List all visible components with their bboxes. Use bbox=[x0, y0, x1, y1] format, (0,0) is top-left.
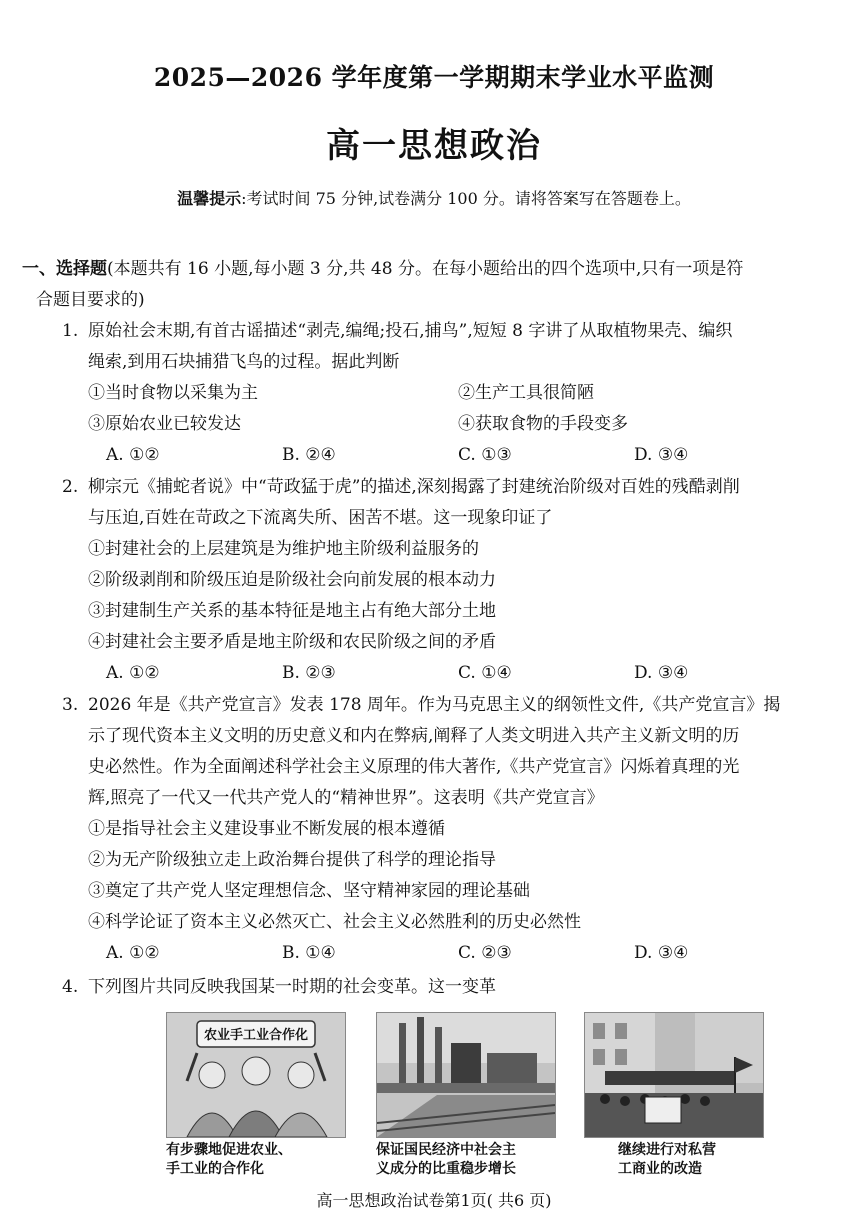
option-c: C. ②③ bbox=[458, 943, 512, 963]
caption-line: 义成分的比重稳步增长 bbox=[376, 1161, 516, 1177]
statement: ①封建社会的上层建筑是为维护地主阶级利益服务的 bbox=[88, 539, 479, 559]
figure-caption bbox=[166, 1141, 346, 1179]
option-b: B. ①④ bbox=[282, 943, 336, 963]
question-number: 3. bbox=[62, 695, 79, 715]
section-heading bbox=[22, 254, 850, 316]
figure-industry bbox=[376, 1012, 556, 1179]
question-stem-line: 史必然性。作为全面阐述科学社会主义原理的伟大著作,《共产党宣言》闪烁着真理的光 bbox=[88, 757, 740, 777]
statement-list bbox=[62, 378, 852, 440]
figure-caption bbox=[584, 1141, 764, 1179]
statement: ③原始农业已较发达 bbox=[88, 414, 241, 434]
option-c: C. ①④ bbox=[458, 663, 512, 683]
exam-title: 2025—2026 学年度第一学期期末学业水平监测 bbox=[153, 63, 715, 92]
cooperation-poster-image bbox=[166, 1012, 346, 1138]
figure-commerce bbox=[584, 1012, 764, 1179]
option-b: B. ②③ bbox=[282, 663, 336, 683]
question-stem-line: 示了现代资本主义文明的历史意义和内在弊病,阐释了人类文明进入共产主义新文明的历 bbox=[88, 726, 740, 746]
question-stem-line: 与压迫,百姓在苛政之下流离失所、困苦不堪。这一现象印证了 bbox=[88, 508, 553, 528]
answer-options bbox=[62, 440, 852, 471]
statement: ②生产工具很简陋 bbox=[458, 383, 594, 403]
section-instruction-2: 合题目要求的) bbox=[36, 290, 145, 310]
option-c: C. ①③ bbox=[458, 445, 512, 465]
steel-plant-photo bbox=[376, 1012, 556, 1138]
statement: ③封建制生产关系的基本特征是地主占有绝大部分土地 bbox=[88, 601, 496, 621]
page-footer: 高一思想政治试卷第1页( 共6 页) bbox=[316, 1191, 552, 1210]
option-a: A. ①② bbox=[106, 663, 160, 683]
statement: ④获取食物的手段变多 bbox=[458, 414, 628, 434]
poster-banner-text: 农业手工业合作化 bbox=[203, 1028, 309, 1043]
section-instruction-1: (本题共有 16 小题,每小题 3 分,共 48 分。在每小题给出的四个选项中,只有一项是符 bbox=[107, 259, 744, 279]
answer-options bbox=[62, 938, 852, 969]
statement: ④封建社会主要矛盾是地主阶级和农民阶级之间的矛盾 bbox=[88, 632, 496, 652]
subject-title: 高一思想政治 bbox=[326, 126, 542, 166]
statement: ③奠定了共产党人坚定理想信念、坚守精神家园的理论基础 bbox=[88, 881, 530, 901]
caption-line: 有步骤地促进农业、 bbox=[166, 1142, 292, 1158]
figure-cooperation bbox=[166, 1012, 346, 1179]
statement: ④科学论证了资本主义必然灭亡、社会主义必然胜利的历史必然性 bbox=[88, 912, 581, 932]
question-3 bbox=[62, 690, 852, 969]
question-stem-line: 2026 年是《共产党宣言》发表 178 周年。作为马克思主义的纲领性文件,《共产党宣言》揭 bbox=[88, 695, 781, 715]
figure-row bbox=[166, 1012, 766, 1182]
caption-line: 手工业的合作化 bbox=[166, 1161, 264, 1177]
caption-line: 继续进行对私营 bbox=[618, 1142, 716, 1158]
figure-caption bbox=[376, 1141, 556, 1179]
street-parade-photo bbox=[584, 1012, 764, 1138]
option-a: A. ①② bbox=[106, 445, 160, 465]
question-1 bbox=[62, 316, 852, 471]
question-stem-line: 柳宗元《捕蛇者说》中“苛政猛于虎”的描述,深刻揭露了封建统治阶级对百姓的残酷剥削 bbox=[88, 477, 740, 497]
question-4 bbox=[62, 972, 852, 1003]
caption-line: 保证国民经济中社会主 bbox=[376, 1142, 516, 1158]
question-stem-line: 原始社会末期,有首古谣描述“剥壳,编绳;投石,捕鸟”,短短 8 字讲了从取植物果壳、编织 bbox=[88, 321, 733, 341]
statement: ②为无产阶级独立走上政治舞台提供了科学的理论指导 bbox=[88, 850, 496, 870]
question-number: 1. bbox=[62, 321, 79, 341]
question-2 bbox=[62, 472, 852, 689]
option-d: D. ③④ bbox=[634, 445, 689, 465]
option-d: D. ③④ bbox=[634, 943, 689, 963]
section-lead: 一、选择题 bbox=[22, 259, 107, 279]
exam-notice bbox=[0, 186, 868, 209]
question-stem-line: 下列图片共同反映我国某一时期的社会变革。这一变革 bbox=[88, 977, 496, 997]
option-b: B. ②④ bbox=[282, 445, 336, 465]
statement: ①是指导社会主义建设事业不断发展的根本遵循 bbox=[88, 819, 445, 839]
question-number: 4. bbox=[62, 977, 79, 997]
notice-label: 温馨提示 bbox=[177, 189, 242, 208]
question-stem-line: 绳索,到用石块捕猎飞鸟的过程。据此判断 bbox=[88, 352, 400, 372]
answer-options bbox=[62, 658, 852, 689]
caption-line: 工商业的改造 bbox=[618, 1161, 702, 1177]
option-d: D. ③④ bbox=[634, 663, 689, 683]
question-stem-line: 辉,照亮了一代又一代共产党人的“精神世界”。这表明《共产党宣言》 bbox=[88, 788, 604, 808]
option-a: A. ①② bbox=[106, 943, 160, 963]
statement: ①当时食物以采集为主 bbox=[88, 383, 258, 403]
notice-text: :考试时间 75 分钟,试卷满分 100 分。请将答案写在答题卷上。 bbox=[241, 189, 691, 208]
question-number: 2. bbox=[62, 477, 79, 497]
statement: ②阶级剥削和阶级压迫是阶级社会向前发展的根本动力 bbox=[88, 570, 496, 590]
